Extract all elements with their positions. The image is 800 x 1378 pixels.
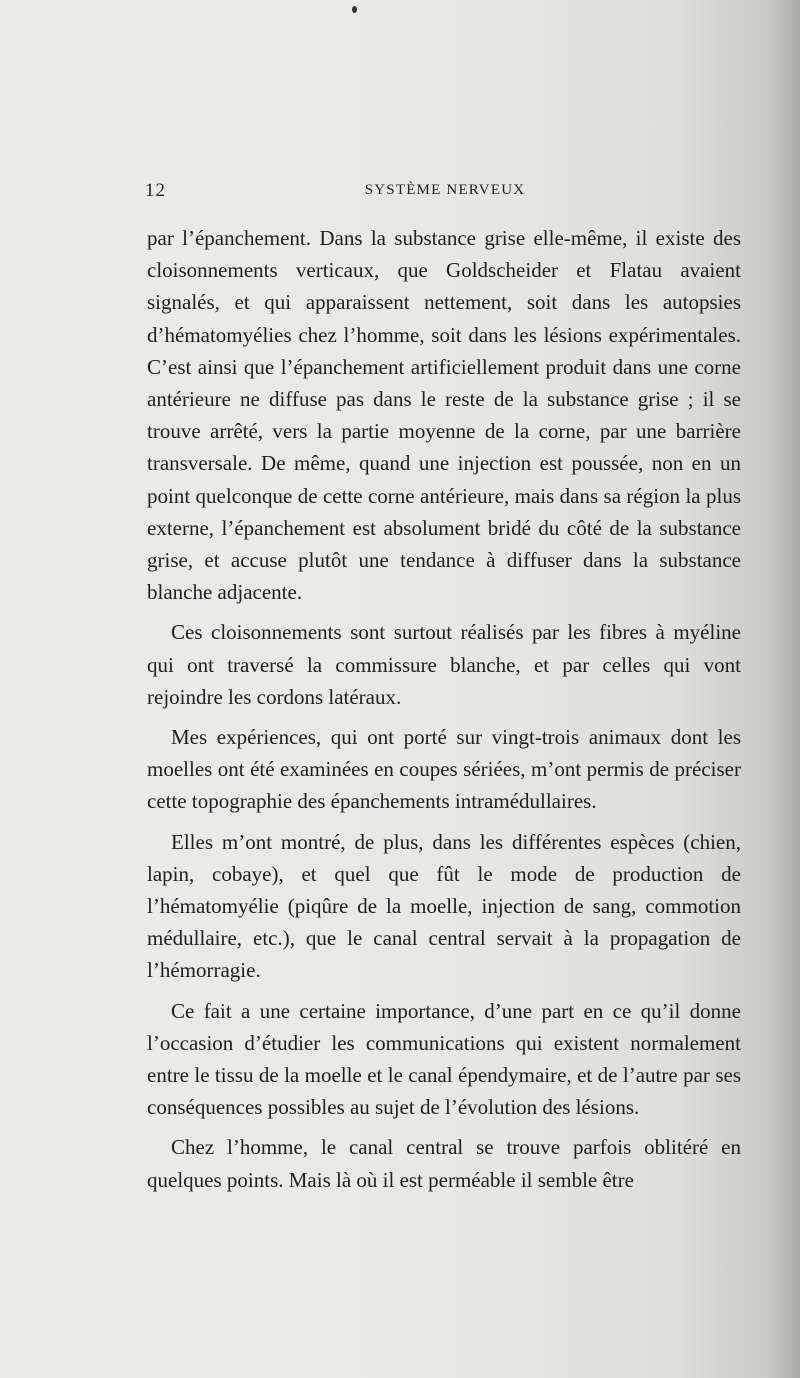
paragraph: Elles m’ont montré, de plus, dans les différentes espèces (chien, lapin, cobaye), et quel que fût le mode de production de l’hématomyélie (piqûre de la moelle, injection de sang, commotion médullaire, etc.), que le canal central servait à la propagation de l’hémorragie. — [147, 829, 741, 983]
body-text — [147, 222, 741, 1204]
paragraph: Ce fait a une certaine importance, d’une part en ce qu’il donne l’occasion d’étudier les communications qui existent normalement entre le tissu de la moelle et le canal épendymaire, et de l’autre par ses conséquences possibles au sujet de l’évolution des lésions. — [147, 998, 741, 1120]
paragraph: Chez l’homme, le canal central se trouve parfois oblitéré en quelques points. Mais là où il est perméable il semble être — [147, 1135, 741, 1192]
page-number: 12 — [145, 180, 166, 201]
paragraph: par l’épanchement. Dans la substance grise elle-même, il existe des cloisonnements verticaux, que Goldscheider et Flatau avaient signalés, et qui apparaissent nettement, soit dans les autopsies d’hématomyélies chez l’homme, soit dans les lésions expérimentales. C’est ainsi que l’épanchement artificiellement produit dans une corne antérieure ne diffuse pas dans le reste de la substance grise ; il se trouve arrêté, vers la partie moyenne de la corne, par une barrière transversale. De même, quand une injection est poussée, non en un point quelconque de cette corne antérieure, mais dans sa région la plus externe, l’épanchement est absolument bridé du côté de la substance grise, et accuse plutôt une tendance à diffuser dans la substance blanche adjacente. — [147, 226, 741, 605]
page-header — [145, 180, 745, 210]
paragraph: Mes expériences, qui ont porté sur vingt-trois animaux dont les moelles ont été examinées en coupes sériées, m’ont permis de préciser cette topographie des épanchements intramédullaires. — [147, 725, 741, 814]
running-title: SYSTÈME NERVEUX — [364, 182, 526, 198]
ink-speck — [352, 6, 357, 13]
paragraph: Ces cloisonnements sont surtout réalisés par les fibres à myéline qui ont traversé la commissure blanche, et par celles qui vont rejoindre les cordons latéraux. — [147, 620, 741, 709]
